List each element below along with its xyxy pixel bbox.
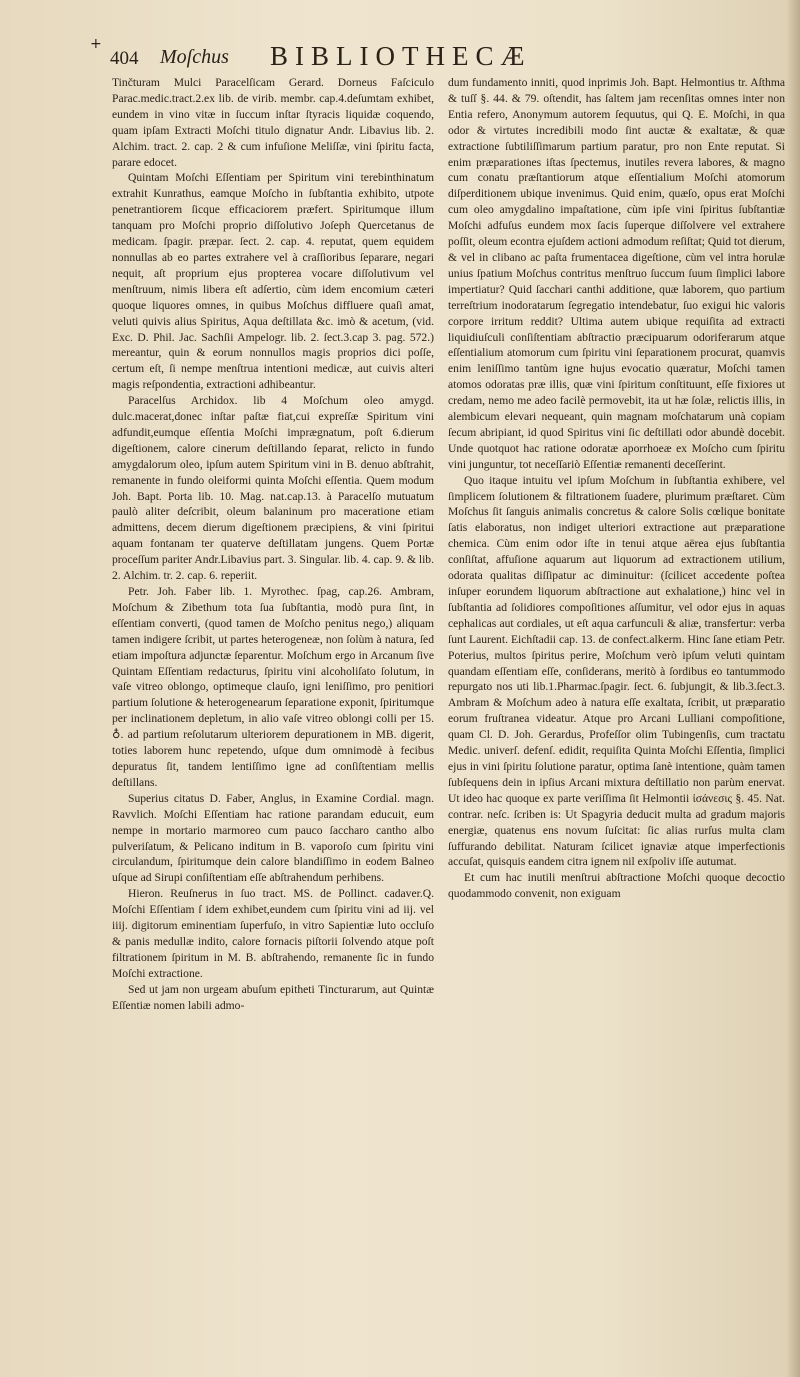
margin-mark: + (90, 36, 102, 52)
page-header (110, 38, 790, 74)
left-column (112, 75, 434, 1340)
running-head: Moſchus (160, 46, 229, 68)
paragraph: Petr. Joh. Faber lib. 1. Myrothec. ſpag, cap.26. Ambram, Moſchum & Zibethum tota ſua ſubſtantia, modò pura ſint, in eſſentiam converti, (quod tamen de Moſcho penitus nego,) aliquam tamen indigere ſcribit, ut partes heterogeneæ, non ſolùm à natura, ſed etiam impoſtura adjunctæ ſeparentur. Moſchum ergo in Arcanum ſive Quintam Eſſentiam redacturus, ſpiritu vini alcoholiſato ſolutum, in vaſe vitreo oblongo, optimeque clauſo, igni leniſſimo, pro penitiori partium ſolutione & heterogenearum ſeparatione exponit, ſpiritumque per inclinationem depletum, in alio vaſe vitreo oblongi colli per 15. ♁. ad partium reſolutarum ulteriorem depurationem in MB. digerit, toties laborem hunc repetendo, uſque dum omnimodè à fecibus depuratus ſit, tandem lentiſſimo igne ad conſiſtentiam mellis deſtillans. (112, 585, 434, 789)
paragraph: Quo itaque intuitu vel ipſum Moſchum in ſubſtantia exhibere, vel ſimplicem ſolutionem & filtrationem ſuadere, plurimum præſtaret. Cùm Moſchus ſit ſanguis animalis concretus & calore Solis cœlique bonitate ſatis elaboratus, non indiget ulteriori extractione aut præparatione chemica. Cùm enim odor iſte in tenui atque aërea ejus ſubſtantia conſiſtat, affuſione aquarum aut liquorum ad extractionem utilium, odorata qualitas diſſipatur ac diminuitur: (ſcilicet accedente poſtea inſuper eorundem liquorum abſtractione aut exhalatione,) hinc vel in ſubſtantia ad ſolidiores compoſitiones aſſumitur, vel odor ejus in aquas cephalicas aut cordiales, ut eſt aqua carfunculi & aliæ, transfertur: verba ſunt Laurent. Eichſtadii cap. 13. de confect.alkerm. Hinc ſane etiam Petr. Poterius, multos ſpiritus perire, Moſchum verò ipſum veluti quintam quandam eſſentiam eſſe, conſiderans, meritò à ſordibus eo tantummodo repurgato nos uti lib.1.Pharmac.ſpagir. ſect. 6. ſubjungit, & lib.3.ſect.3. Ambram & Moſchum adeo à natura eſſe exaltata, ſcribit, ut præparatio eorum fruſtranea videatur. Atque pro Arcani Lulliani compoſitione, quam Cl. D. Joh. Gerardus, Profeſſor olim Tubingenſis, cum tractatu Medic. univerſ. defenſ. edidit, requiſita Quinta Moſchi Eſſentia, ſimplici ejus in vini ſpiritu ſolutione paratur, optima ſanè intentione, quàm tamen ſubſequens dein in ipſius Arcani mixtura deſtillatio non parùm enervat. Ut ideo hac quoque ex parte veriſſima ſit Helmontii ἰσάνεσις §. 45. Nat. contrar. neſc. ſcriben is: Ut Spagyria deducit multa ad gradum majoris energiæ, quatenus ens novum ſuſcitat: ſic alias rurſus multa clam ſuffurando debilitat. Naturam ſcilicet ignaviæ atque imperfectionis accuſat, quisquis eandem citra ignem nil exſpoliv iſſe autumat. (448, 473, 785, 869)
paragraph: Et cum hac inutili menſtrui abſtractione Moſchi quoque decoctio quodammodo convenit, non exiguam (448, 871, 785, 901)
paragraph: Paracelſus Archidox. lib 4 Moſchum oleo amygd. dulc.macerat,donec inſtar paſtæ fiat,cui expreſſæ Spiritum vini adfundit,eumque eſſentia Moſchi imprægnatum, poſt 6.dierum digeſtionem, calore cinerum deſtillando ſeparat, relicto in fundo amygdalorum oleo, ipſum autem Spiritum vini in B. denuo abſtrahit, remanente in fundo oleiformi quinta Moſchi eſſentia. Quem modum Joh. Bapt. Porta lib. 10. Mag. nat.cap.13. à Paracelſo mutuatum paulò aliter deſcribit, oleum balaninum pro maceratione etiam admittens, decem dierum digeſtionem præcipiens, & vini ſpiritui aquam fontanam ter quaterve deſtillatam jungens. Quem Portæ proceſſum pariter Andr.Libavius part. 3. Singular. lib. 4. cap. 9. & lib. 2. Alchim. tr. 2. cap. 6. reperiit. (112, 394, 434, 583)
paragraph: Sed ut jam non urgeam abuſum epitheti Tincturarum, aut Quintæ Eſſentiæ nomen labili admo- (112, 982, 434, 1012)
paragraph: Hieron. Reuſnerus in ſuo tract. MS. de Pollinct. cadaver.Q. Moſchi Eſſentiam ſ idem exhibet,eundem cum ſpiritu vini ad iij. vel iiij. digitorum eminentiam ſuperfuſo, in vitro Sapientiæ luto occluſo & panis medullæ indito, calore fornacis piſtorii ſolvendo atque poſt filtrationem ſpiritum in M. B. abſtrahendo, remanente ſic in fundo Moſchi extractione. (112, 887, 434, 980)
paragraph: Tinčturam Mulci Paracelſicam Gerard. Dorneus Faſciculo Parac.medic.tract.2.ex lib. de virib. membr. cap.4.deſumtam exhibet, eundem in vino vitæ in ſuccum inſtar ſtyracis liquidæ coquendo, quam ipſam Extracti Moſchi titulo dignatur Andr. Libavius lib. 2. Alchim. tract. 2. cap. 2 & cum infuſione Meliſſæ, vini ſpiritu facta, parare edocet. (112, 76, 434, 169)
paragraph: Superius citatus D. Faber, Anglus, in Examine Cordial. magn. Ravvlich. Moſchi Eſſentiam hac ratione parandam educuit, eum nempe in mortario marmoreo cum pauco ſaccharo cantho albo pulveriſatum, & Pelicano inditum in B. vaporoſo cum ſpiritu vini circulandum, ſpiritumque dein calore blandiſſimo in eodem Balneo uſque ad Sirupi conſiſtentiam eſſe abſtrahendum perhibens. (112, 791, 434, 885)
paragraph: Quintam Moſchi Eſſentiam per Spiritum vini terebinthinatum extrahit Kunrathus, eamque Moſcho in ſubſtantia exhibito, utpote penetrantiorem ſicque efficaciorem præfert. Spiritumque illum tanquam pro Moſchi proprio diſſolutivo Joſeph Quercetanus de medicam. ſpagir. præpar. ſect. 2. cap. 4. reputat, quem equidem nonnullas ab eo partes extrahere vel à craſſioribus ſeparare, negari nequit, aſt proprium ejus propterea vocare diſſolutivum vel menſtruum, nimis libera eſt adſertio, cùm idem encomium cæteri quoque liquores omnes, in quibus Moſchus diffluere quaſi amat, veluti quivis alius Spiritus, Aqua deſtillata &c. imò & acetum, (vid. Exc. D. Phil. Jac. Sachſii Ampelogr. lib. 2. ſect.3.cap 3. pag. 572.) mereantur, quin & eorum nonnullos magis proprios dici poſſe, certum eſt, ſi nempe menſtrua intentioni medicæ, aut cuivis alteri magis reſpondentia, extractioni adhibeantur. (112, 171, 434, 392)
right-column (448, 75, 785, 1340)
book-title: BIBLIOTHECÆ (270, 41, 532, 71)
page-number: 404 (110, 48, 139, 69)
paragraph: dum fundamento inniti, quod inprimis Joh. Bapt. Helmontius tr. Aſthma & tuſſ §. 44. & 79. oſtendit, has ſaltem jam recenſitas omnes inter non Entia refero, Anonymum autorem ſequutus, qui Q. E. Moſchi, in qua odor & virtutes incredibili modo ſint auctæ & exaltatæ, & quæ extractione ſubtiliſſimarum partium paratur, pro non Ente reputat. Si enim præparationes iſtas ſpectemus, inutiles revera labores, & magno cum conatu præſtantiorum atque eſſentialium Moſchi atomorum diſperditionem ubique invenimus. Quid enim, quæſo, opus erat Moſchi cum oleo amygdalino impaſtatione, cùm ipſe vini ſpiritus ſubſtantiæ Moſchi adfuſus eundem mox ſacis ſuperque diſſolvere vel extrahere poſſit, oleum econtra ejuſdem actioni admodum reſiſtat; Quid tot dierum, & vel in clibano ac paſta frumentacea digeſtione, cùm vel intra horulæ unius ſpatium Moſchus contritus menſtruo ſuccum ſuum ſimplici labore impertiatur? Quid ſacchari canthi additione, quæ laborem, quo partium terreſtrium inodoratarum ſegregatio intendebatur, ſuo exigui hic valoris corpore irritum reddit? Ultima autem ubique requiſita ad extracti liquidiuſculi conſiſtentiam abſtractio præcipuarum odoriferarum atque eſſentialium atomorum cum ſpiritu vini ſeparationem procurat, quamvis enim leniſſimo tantùm igne hujus evocatio quæratur, Moſchi tamen atomos odoratas præ illis, quæ vini ſpiritum conſtituunt, eſſe fixiores ut credam, nemo me adeo facilè permovebit, ita ut hæ ſolæ, relictis illis, in alembicum elevari nequeant, quin magnam moſchatarum unà copiam ſecum abripiant, id quod Spiritus vini ſic deſtillati odor abundè docebit. Unde quotquot hac ratione odoratæ aporrhoeæ ex Moſcho cum ſpiritu vini junguntur, tot neceſſariò Eſſentiæ remanenti deceſſerint. (448, 76, 785, 471)
